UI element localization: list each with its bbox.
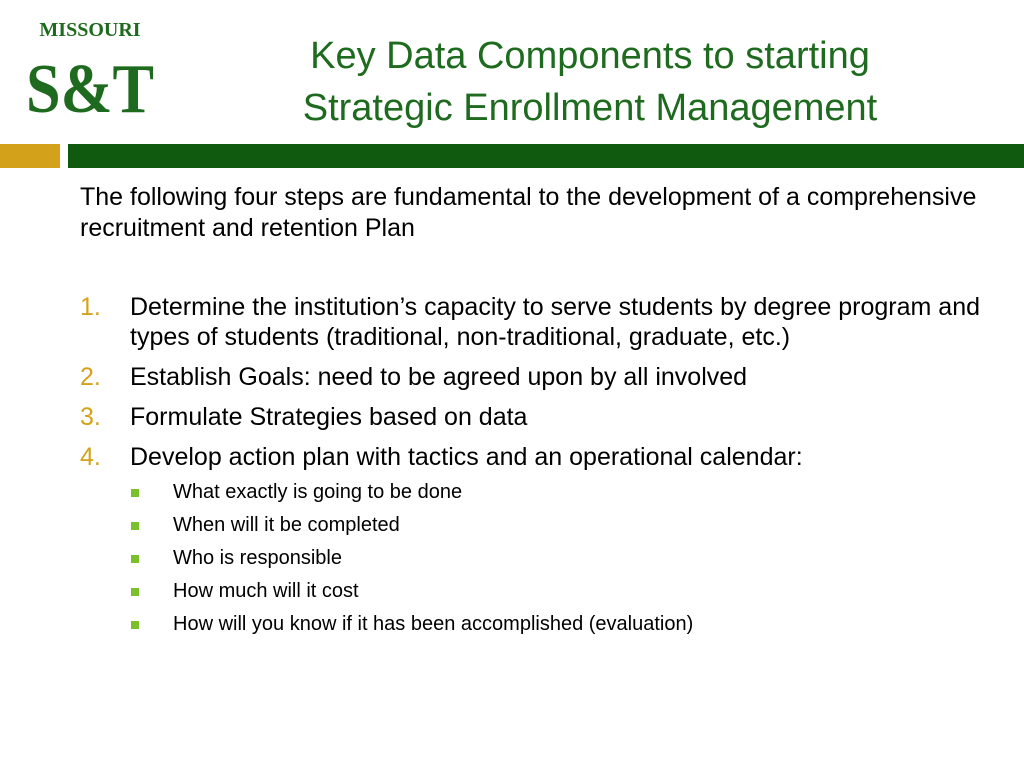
square-bullet-icon xyxy=(131,588,139,596)
step-text: Formulate Strategies based on data xyxy=(130,403,528,431)
step-item xyxy=(80,362,980,392)
intro-paragraph: The following four steps are fundamental to the development of a comprehensive recruitment and retention Plan xyxy=(80,183,977,242)
sub-bullet-text: Who is responsible xyxy=(173,547,342,569)
green-accent-bar xyxy=(68,144,1024,168)
steps-list xyxy=(80,292,980,647)
logo-mark xyxy=(24,16,156,120)
gold-accent-bar xyxy=(0,144,60,168)
sub-bullet-text: How will you know if it has been accomplished (evaluation) xyxy=(173,613,694,635)
sub-bullet-text: When will it be completed xyxy=(173,514,400,536)
step-item xyxy=(80,292,980,352)
step-item xyxy=(80,402,980,432)
sub-bullet-item xyxy=(130,579,980,604)
step-item xyxy=(80,442,980,637)
square-bullet-icon xyxy=(131,522,139,530)
step-number: 3. xyxy=(80,403,101,431)
sub-bullet-item xyxy=(130,612,980,637)
title-line-2: Strategic Enrollment Management xyxy=(302,87,878,129)
action-plan-sublist xyxy=(130,480,980,637)
step-number: 2. xyxy=(80,363,101,391)
square-bullet-icon xyxy=(131,489,139,497)
step-text: Develop action plan with tactics and an operational calendar: xyxy=(130,443,803,471)
step-number: 1. xyxy=(80,293,101,321)
sub-bullet-item xyxy=(130,513,980,538)
square-bullet-icon xyxy=(131,621,139,629)
missouri-st-logo xyxy=(24,16,156,120)
logo-main-text: S&T xyxy=(26,51,154,120)
step-text: Establish Goals: need to be agreed upon by all involved xyxy=(130,363,748,391)
sub-bullet-text: How much will it cost xyxy=(173,580,359,602)
logo-top-text: MISSOURI xyxy=(39,19,141,41)
step-number: 4. xyxy=(80,443,101,471)
slide-title xyxy=(200,30,980,134)
step-text: Determine the institution’s capacity to serve students by degree program and types of students (traditional, non-traditional, graduate, etc.) xyxy=(130,293,980,351)
sub-bullet-item xyxy=(130,480,980,505)
square-bullet-icon xyxy=(131,555,139,563)
sub-bullet-item xyxy=(130,546,980,571)
title-line-1: Key Data Components to starting xyxy=(310,35,870,77)
sub-bullet-text: What exactly is going to be done xyxy=(173,481,463,503)
